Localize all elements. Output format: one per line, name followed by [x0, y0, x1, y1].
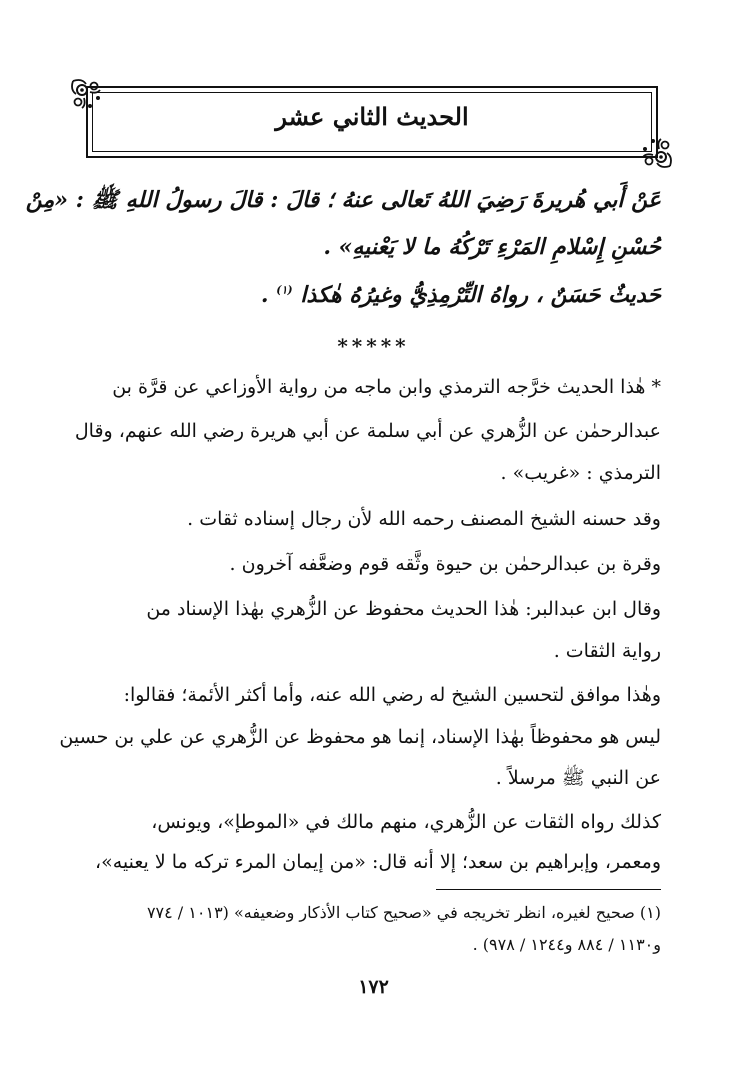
paragraph-2: وقد حسنه الشيخ المصنف رحمه الله لأن رجال إسناده ثقات .	[187, 508, 661, 530]
hadith-grading-text: حَديثٌ حَسَنٌ ، رواهُ التِّرْمِذِيُّ وغيرُهُ هٰكذا	[300, 282, 661, 308]
hadith-grading-end: .	[260, 282, 277, 308]
paragraph-5-line-3: عن النبي ﷺ مرسلاً .	[495, 767, 661, 789]
paragraph-6-line-2: ومعمر، وإبراهيم بن سعد؛ إلا أنه قال: «من إيمان المرء تركه ما لا يعنيه»،	[94, 851, 661, 873]
section-separator: *****	[337, 334, 410, 358]
footnote-line-2: و١١٣٠ / ٨٨٤ و١٢٤٤ / ٩٧٨) .	[472, 935, 661, 954]
hadith-line-1: عَنْ أَبي هُريرةَ رَضِيَ اللهُ تَعالى عنهُ ؛ قالَ : قالَ رسولُ اللهِ ﷺ : «مِنْ	[25, 187, 661, 213]
chapter-title-frame	[86, 86, 658, 158]
paragraph-1-line-3: الترمذي : «غريب» .	[500, 462, 661, 484]
hadith-line-2: حُسْنِ إِسْلامِ المَرْءِ تَرْكُهُ ما لا يَعْنيهِ» .	[323, 234, 661, 260]
paragraph-4-line-2: رواية الثقات .	[553, 640, 661, 662]
ornament-bottom-right-icon	[639, 135, 673, 169]
ornament-top-left-icon	[70, 78, 104, 112]
page-number: ١٧٢	[358, 976, 389, 998]
paragraph-4-line-1: وقال ابن عبدالبر: هٰذا الحديث محفوظ عن الزُّهري بهٰذا الإسناد من	[146, 598, 661, 620]
paragraph-5-line-2: ليس هو محفوظاً بهٰذا الإسناد، إنما هو محفوظ عن الزُّهري عن علي بن حسين	[59, 726, 661, 748]
paragraph-5-line-1: وهٰذا موافق لتحسين الشيخ له رضي الله عنه، وأما أكثر الأئمة؛ فقالوا:	[123, 684, 661, 706]
footnote-line-1: (١) صحيح لغيره، انظر تخريجه في «صحيح كتاب الأذكار وضعيفه» (١٠١٣ / ٧٧٤	[146, 903, 661, 922]
footnote-marker: (١)	[276, 283, 293, 297]
paragraph-6-line-1: كذلك رواه الثقات عن الزُّهري، منهم مالك في «الموطإ»، ويونس،	[151, 811, 661, 833]
hadith-grading	[70, 282, 661, 308]
paragraph-1-line-1: * هٰذا الحديث خرَّجه الترمذي وابن ماجه من رواية الأوزاعي عن قرَّة بن	[112, 376, 661, 398]
paragraph-1-line-2: عبدالرحمٰن عن الزُّهري عن أبي سلمة عن أبي هريرة رضي الله عنهم، وقال	[74, 420, 661, 442]
chapter-title: الحديث الثاني عشر	[275, 102, 469, 131]
footnote-divider	[436, 889, 661, 890]
paragraph-3: وقرة بن عبدالرحمٰن بن حيوة وثَّقه قوم وضعَّفه آخرون .	[229, 553, 661, 575]
